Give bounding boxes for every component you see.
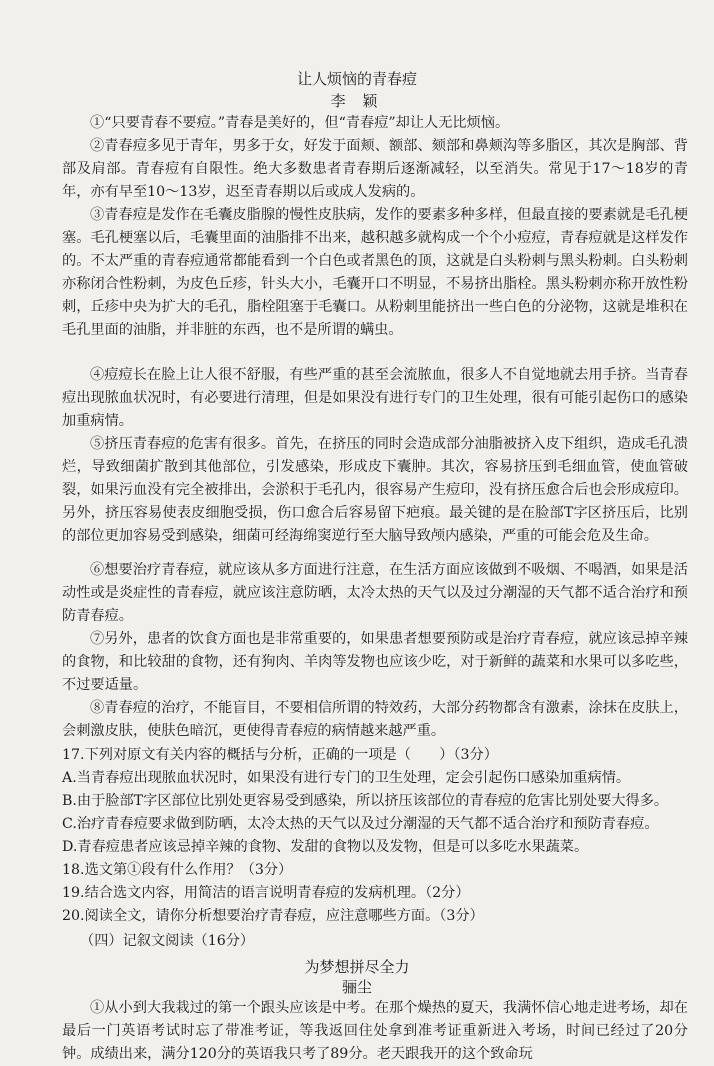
article-author: 李 颖 [330, 92, 384, 110]
paragraph-6: ⑥想要治疗青春痘，就应该从多方面进行注意，在生活方面应该做到不吸烟、不喝酒，如果是活动性或是炎症性的青春痘，就应该注意防晒，太冷太热的天气以及过分潮湿的天气都不适合治疗和预防青春痘。 [62, 562, 688, 625]
question-17: 17.下列对原文有关内容的概括与分析，正确的一项是（ ）（3分） [62, 747, 498, 763]
section-heading: （四）记叙文阅读（16分） [80, 933, 255, 949]
option-a: A.当青春痘出现脓血状况时，如果没有进行专门的卫生处理，定会引起伤口感染加重病情。 [62, 770, 631, 786]
article2-paragraph-1: ①从小到大我栽过的第一个跟头应该是中考。在那个燥热的夏天，我满怀信心地走进考场，却在最后一门英语考试时忘了带准考证，等我返回住处拿到准考证重新进入考场，时间已经过了20分钟。成绩出来，满分120分的英语我只考了89分。老天跟我开的这个致命玩 [62, 1000, 688, 1063]
option-b: B.由于脸部T字区部位比别处更容易受到感染，所以挤压该部位的青春痘的危害比别处要大得多。 [62, 793, 669, 809]
article2-author: 骊尘 [341, 978, 372, 996]
paragraph-8: ⑧青春痘的治疗，不能盲目，不要相信所谓的特效药，大部分药物都含有激素，涂抹在皮肤上，会刺激皮肤，使肤色暗沉，更使得青春痘的病情越来越严重。 [62, 700, 688, 740]
paragraph-2: ②青春痘多见于青年，男多于女，好发于面颊、额部、颏部和鼻颊沟等多脂区，其次是胸部、背部及肩部。青春痘有自限性。绝大多数患者青春期后逐渐减轻，以至消失。常见于17～18岁的青年，亦有早至10～13岁，迟至青春期以后或成人发病的。 [62, 138, 688, 201]
article2-title: 为梦想拼尽全力 [304, 958, 410, 976]
question-18: 18.选文第①段有什么作用？（3分） [62, 862, 293, 878]
paragraph-5: ⑤挤压青春痘的危害有很多。首先，在挤压的同时会造成部分油脂被挤入皮下组织，造成毛孔溃烂，导致细菌扩散到其他部位，引发感染，形成皮下囊肿。其次，容易挤压到毛细血管，使血管破裂，如果污血没有完全被排出，会淤积于毛孔内，很容易产生痘印，没有挤压愈合后也会形成痘印。另外，挤压容易使表皮细胞受损，伤口愈合后容易留下疤痕。最关键的是在脸部T字区挤压后，比别的部位更加容易受到感染，细菌可经海绵窦逆行至大脑导致颅内感染，严重的可能会危及生命。 [62, 436, 688, 545]
paragraph-4: ④痘痘长在脸上让人很不舒服，有些严重的甚至会流脓血，很多人不自觉地就去用手挤。当青春痘出现脓血状况时，有必要进行清理，但是如果没有进行专门的卫生处理，很有可能引起伤口的感染加重病情。 [62, 367, 688, 430]
paragraph-3: ③青春痘是发作在毛囊皮脂腺的慢性皮肤病，发作的要素多种多样，但最直接的要素就是毛孔梗塞。毛孔梗塞以后，毛囊里面的油脂排不出来，越积越多就构成一个个小痘痘，青春痘就是这样发作的。不太严重的青春痘通常都能看到一个白色或者黑色的顶，这就是白头粉刺与黑头粉刺。白头粉刺亦称闭合性粉刺，为皮色丘疹，针头大小，毛囊开口不明显，不易挤出脂栓。黑头粉刺亦称开放性粉刺，丘疹中央为扩大的毛孔，脂栓阻塞于毛囊口。从粉刺里能挤出一些白色的分泌物，这就是堆积在毛孔里面的油脂，并非脏的东西，也不是所谓的螨虫。 [62, 207, 688, 339]
question-19: 19.结合选文内容，用简洁的语言说明青春痘的发病机理。（2分） [62, 885, 470, 901]
option-c: C.治疗青春痘要求做到防晒，太冷太热的天气以及过分潮湿的天气都不适合治疗和预防青春痘。 [62, 816, 659, 832]
article-title: 让人烦恼的青春痘 [296, 70, 417, 88]
paragraph-1: ①“只要青春不要痘。”青春是美好的，但“青春痘”却让人无比烦恼。 [90, 115, 510, 131]
question-20: 20.阅读全文，请你分析想要治疗青春痘，应注意哪些方面。（3分） [62, 908, 484, 924]
paragraph-7: ⑦另外，患者的饮食方面也是非常重要的，如果患者想要预防或是治疗青春痘，就应该忌掉辛辣的食物，和比较甜的食物，还有狗肉、羊肉等发物也应该少吃，对于新鲜的蔬菜和水果可以多吃些，不过要适量。 [62, 631, 688, 694]
option-d: D.青春痘患者应该忌掉辛辣的食物、发甜的食物以及发物，但是可以多吃水果蔬菜。 [62, 839, 589, 855]
